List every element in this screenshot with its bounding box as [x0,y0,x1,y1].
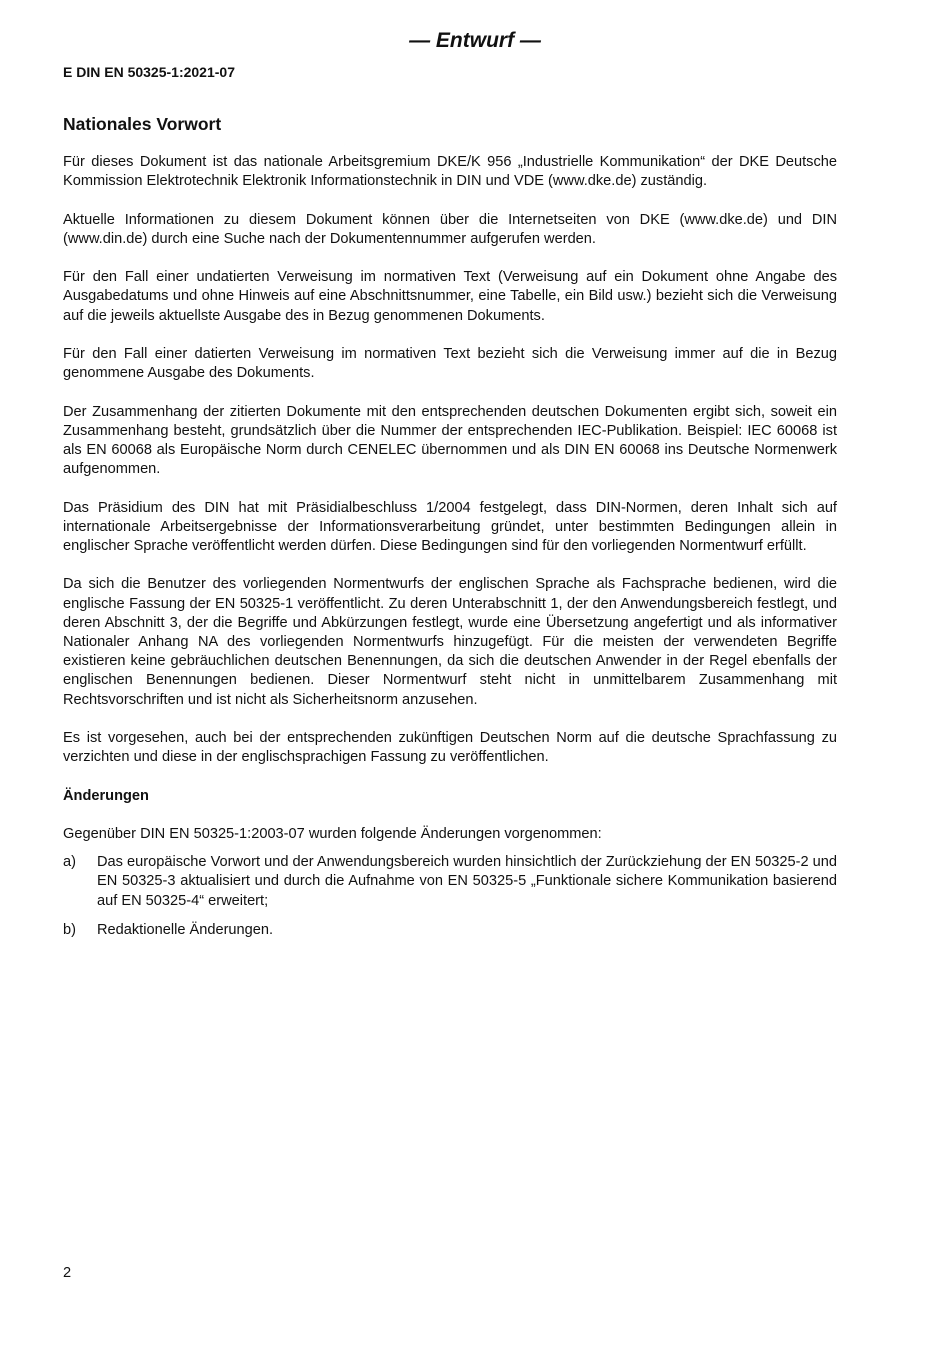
paragraph: Für den Fall einer undatierten Verweisung im normativen Text (Verweisung auf ein Dokument ohne Angabe des Ausgabedatums und ohne Hinweis auf eine Abschnittsnummer, eine Tabelle, ein Bild usw.) bezieht sich die Verweisung auf die jeweils aktuellste Ausgabe des in Bezug genommenen Dokuments. [63,269,837,324]
main-content [63,112,837,950]
paragraph: Da sich die Benutzer des vorliegenden Normentwurfs der englischen Sprache als Fachsprache bedienen, wird die englische Fassung der EN 50325-1 veröffentlicht. Zu deren Unterabschnitt 1, der den Anwendungsbereich festlegt, und deren Abschnitt 3, der die Begriffe und Abkürzungen festlegt, wurde eine Übersetzung angefertigt und als informativer Nationaler Anhang NA des vorliegenden Normentwurfs hinzugefügt. Für die meisten der verwendeten Begriffe existieren keine gebräuchlichen deutschen Benennungen, da sich die deutschen Anwender in der Regel ebenfalls der englischen Benennungen bedienen. Dieser Normentwurf steht nicht in unmittelbarem Zusammenhang mit Rechtsvorschriften und ist nicht als Sicherheitsnorm anzusehen. [63,576,837,708]
changes-heading: Änderungen [63,787,149,804]
paragraph: Das Präsidium des DIN hat mit Präsidialbeschluss 1/2004 festgelegt, dass DIN-Normen, deren Inhalt sich auf internationale Arbeitsergebnisse der Informationsverarbeitung gründet, unter bestimmten Bedingungen allein in englischer Sprache veröffentlicht werden dürfen. Diese Bedingungen sind für den vorliegenden Normentwurf erfüllt. [63,499,837,554]
page-number: 2 [63,1265,72,1281]
paragraph: Für dieses Dokument ist das nationale Arbeitsgremium DKE/K 956 „Industrielle Kommunikation“ der DKE Deutsche Kommission Elektrotechnik Elektronik Informationstechnik in DIN und VDE (www.dke.de) zuständig. [63,154,837,190]
draft-banner: — Entwurf — [409,29,541,52]
list-marker: b) [63,921,76,938]
paragraph: Es ist vorgesehen, auch bei der entsprechenden zukünftigen Deutschen Norm auf die deutsche Sprachfassung zu verzichten und diese in der englischsprachigen Fassung zu veröffentlichen. [63,729,837,766]
paragraph: Der Zusammenhang der zitierten Dokumente mit den entsprechenden deutschen Dokumenten ergibt sich, soweit ein Zusammenhang besteht, grundsätzlich über die Nummer der entsprechenden IEC-Publikation. Beispiel: IEC 60068 ist als EN 60068 als Europäische Norm durch CENELEC übernommen und als DIN EN 60068 ins Deutsche Normenwerk aufgenommen. [63,403,837,478]
list-item [63,853,837,911]
document-id: E DIN EN 50325-1:2021-07 [63,64,235,80]
list-item [63,921,837,940]
changes-list [63,853,837,940]
paragraph: Aktuelle Informationen zu diesem Dokument können über die Internetseiten von DKE (www.dke.de) und DIN (www.din.de) durch eine Suche nach der Dokumentennummer aufgerufen werden. [63,211,837,247]
list-item-text: Redaktionelle Änderungen. [97,921,274,938]
list-item-text: Das europäische Vorwort und der Anwendungsbereich wurden hinsichtlich der Zurückziehung der EN 50325-2 und EN 50325-3 aktualisiert und durch die Aufnahme von EN 50325-5 „Funktionale sichere Kommunikation basierend auf EN 50325-4“ erweitert; [97,854,837,909]
list-marker: a) [63,854,76,871]
paragraph: Für den Fall einer datierten Verweisung im normativen Text bezieht sich die Verweisung immer auf die in Bezug genommene Ausgabe des Dokuments. [63,345,837,382]
section-title: Nationales Vorwort [63,114,222,134]
changes-intro: Gegenüber DIN EN 50325-1:2003-07 wurden folgende Änderungen vorgenommen: [63,825,602,842]
